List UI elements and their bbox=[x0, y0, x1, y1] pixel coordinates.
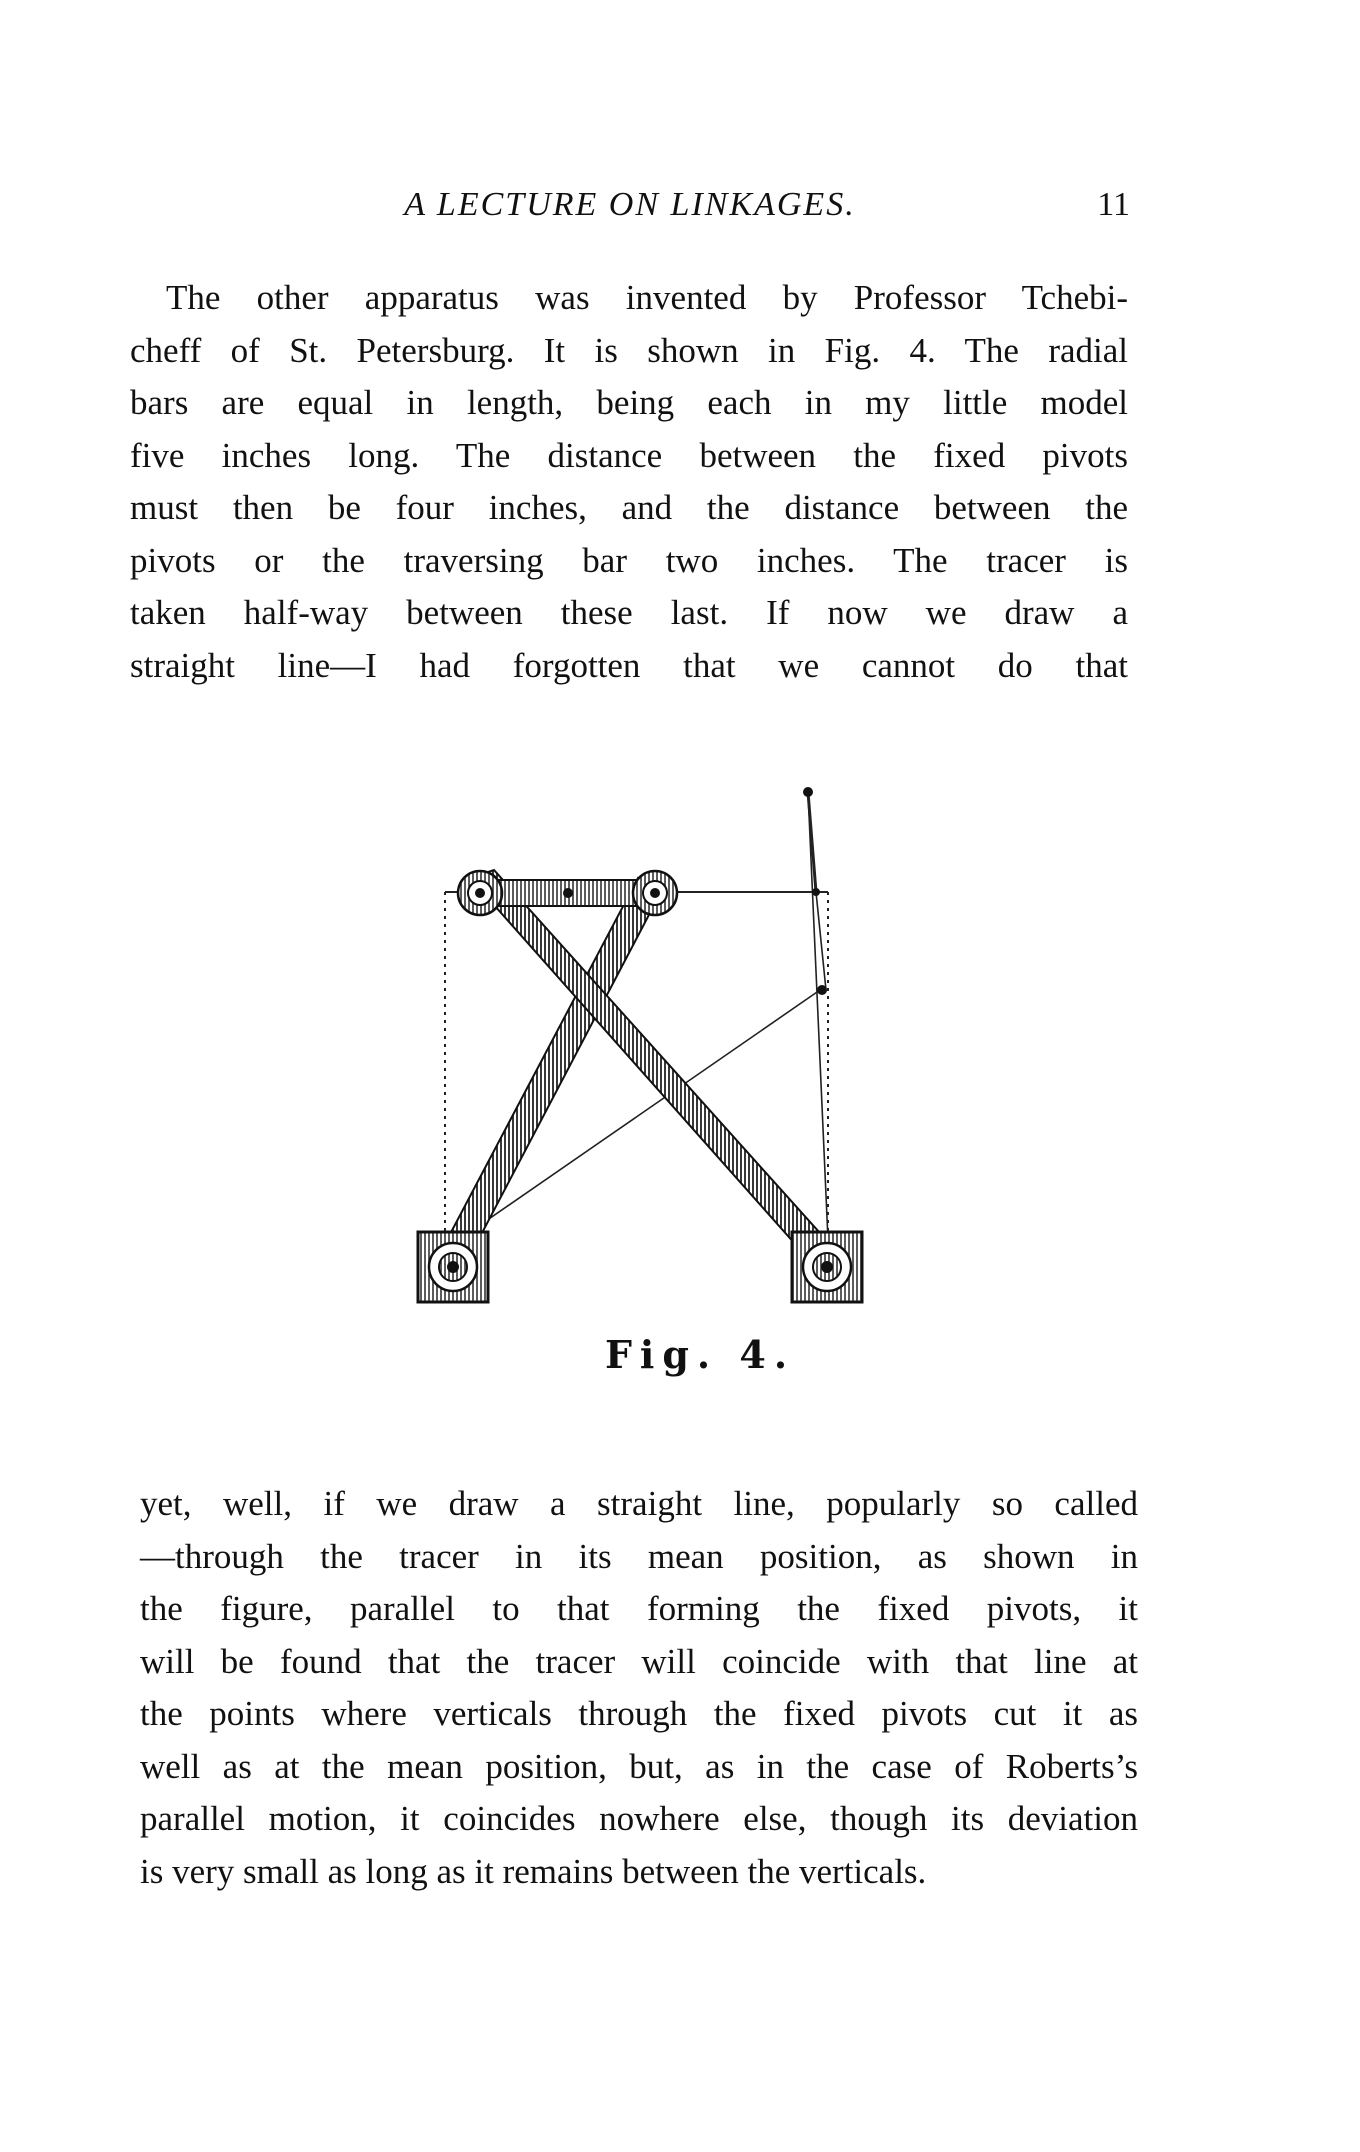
text-line: —through the tracer in its mean position, as shown in bbox=[140, 1536, 1138, 1576]
tracer-link bbox=[816, 892, 826, 990]
tracer-path-line bbox=[808, 792, 828, 1240]
fixed-pivot-left bbox=[418, 1232, 488, 1302]
figure-caption: Fig. 4. bbox=[604, 1332, 796, 1377]
text-line: five inches long. The distance between the fixed pivots bbox=[130, 435, 1128, 475]
paragraph-first bbox=[130, 272, 1128, 692]
text-line: is very small as long as it remains between the verticals. bbox=[140, 1851, 927, 1891]
running-title: A LECTURE ON LINKAGES. bbox=[404, 186, 856, 223]
text-line: bars are equal in length, being each in my little model bbox=[130, 383, 1128, 422]
text-line: The other apparatus was invented by Professor Tchebi- bbox=[166, 278, 1128, 317]
text-line: yet, well, if we draw a straight line, popularly so called bbox=[140, 1484, 1138, 1523]
fixed-pivot-right bbox=[792, 1232, 862, 1302]
paragraph-second bbox=[140, 1478, 1138, 1898]
text-line: pivots or the traversing bar two inches. The tracer is bbox=[130, 540, 1128, 580]
text-line: must then be four inches, and the distance between the bbox=[130, 488, 1128, 527]
radial-bar-right bbox=[470, 870, 828, 1254]
text-line: taken half-way between these last. If now we draw a bbox=[130, 593, 1128, 632]
text-line: well as at the mean position, but, as in the case of Roberts’s bbox=[140, 1746, 1138, 1786]
text-line: the figure, parallel to that forming the fixed pivots, it bbox=[140, 1589, 1138, 1628]
running-head bbox=[130, 186, 1130, 236]
top-left-joint bbox=[458, 871, 502, 915]
radial-bar-left bbox=[448, 878, 662, 1252]
marker-dot-lower bbox=[817, 985, 827, 995]
text-line: the points where verticals through the fixed pivots cut it as bbox=[140, 1694, 1138, 1733]
linkage-figure bbox=[380, 770, 900, 1330]
text-line: straight line—I had forgotten that we cannot do that bbox=[130, 645, 1128, 685]
text-line: cheff of St. Petersburg. It is shown in Fig. 4. The radial bbox=[130, 330, 1128, 370]
marker-dot-top bbox=[803, 787, 813, 797]
marker-dot-mid bbox=[812, 888, 820, 896]
page-number: 11 bbox=[1097, 186, 1130, 223]
text-line: will be found that the tracer will coincide with that line at bbox=[140, 1641, 1138, 1681]
tracer-point bbox=[563, 888, 573, 898]
top-right-joint bbox=[633, 871, 677, 915]
text-line: parallel motion, it coincides nowhere else, though its deviation bbox=[140, 1799, 1138, 1838]
linkage-diagram bbox=[380, 770, 900, 1330]
